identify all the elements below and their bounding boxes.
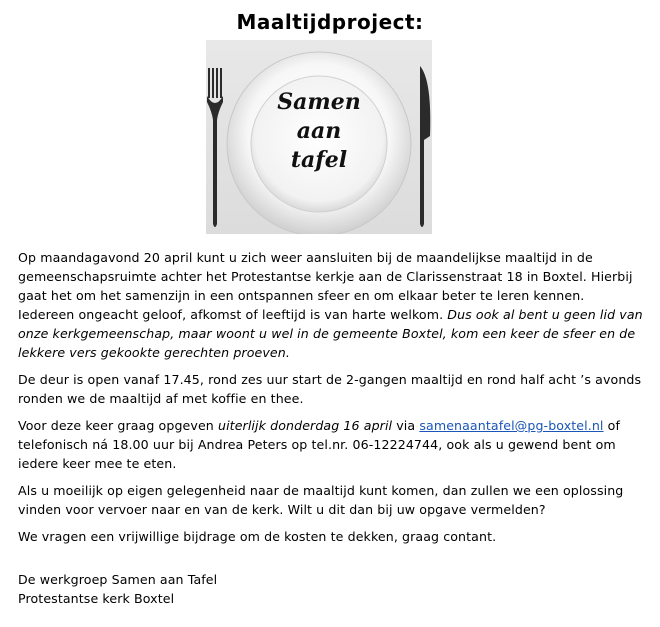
intro-text: Op maandagavond 20 april kunt u zich weer aansluiten bij de maandelijkse maaltijd in de gemeenschapsruimte achter het Protestantse kerkje aan de Clarissenstraat 18 in Boxtel. Hierbij gaat het om het samenzijn in een ontspannen sfeer en om elkaar beter te leren kennen. Iedereen ongeacht geloof, afkomst of leeftijd is van harte welkom. — [18, 250, 633, 322]
letter-body — [18, 248, 644, 616]
contribution-paragraph: We vragen een vrijwillige bijdrage om de kosten te dekken, graag contant. — [18, 529, 497, 544]
plate-illustration — [206, 40, 432, 234]
plate-line: aan — [296, 118, 342, 144]
schedule-paragraph: De deur is open vanaf 17.45, rond zes uur start de 2-gangen maaltijd en rond half acht ’s avonds ronden we de maaltijd af met koffie en thee. — [18, 372, 642, 406]
page-title: Maaltijdproject: — [236, 10, 424, 34]
plate-line: Samen — [277, 89, 361, 115]
email-link[interactable]: samenaantafel@pg-boxtel.nl — [419, 418, 604, 433]
plate-line: tafel — [290, 147, 348, 173]
signature-line-2: Protestantse kerk Boxtel — [18, 591, 175, 606]
deadline-text: uiterlijk donderdag 16 april — [217, 418, 393, 433]
plate-caption — [206, 88, 432, 175]
signature-line-1: De werkgroep Samen aan Tafel — [18, 572, 218, 587]
intro-italic-text: Dus ook al bent u geen lid van onze kerkgemeenschap, maar woont u wel in de gemeente Boxtel, kom een keer de sfeer en de lekkere vers gekookte gerechten proeven. — [18, 307, 643, 360]
registration-phone-text: of telefonisch ná 18.00 uur bij Andrea Peters op tel.nr. 06-12224744, ook als u gewend bent om iedere keer mee te eten. — [18, 418, 620, 471]
transport-paragraph: Als u moeilijk op eigen gelegenheid naar de maaltijd kunt komen, dan zullen we een oplossing vinden voor vervoer naar en van de kerk. Wilt u dit dan bij uw opgave vermelden? — [18, 483, 624, 517]
registration-paragraph — [18, 416, 644, 473]
registration-via: via — [392, 418, 420, 433]
signature — [18, 570, 644, 608]
registration-text: Voor deze keer graag opgeven — [18, 418, 218, 433]
intro-paragraph — [18, 248, 644, 362]
